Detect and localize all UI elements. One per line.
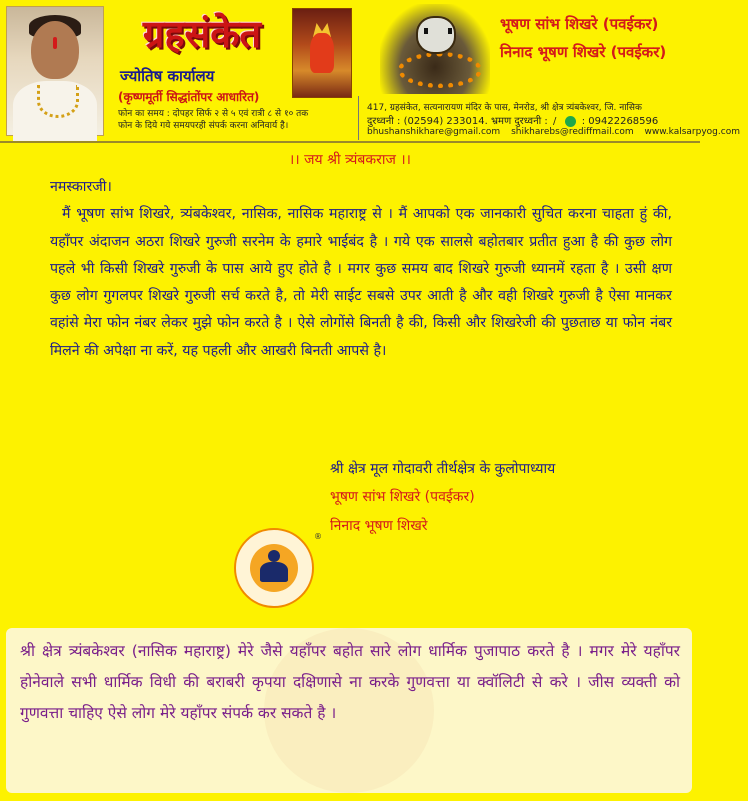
letterhead-header [0, 0, 740, 140]
signature-title: श्री क्षेत्र मूल गोदावरी तीर्थक्षेत्र के कुलोपाध्याय [330, 461, 556, 477]
contact-name-2: निनाद भूषण शिखरे (पवईकर) [500, 43, 667, 61]
signature-name-1: भूषण सांभ शिखरे (पवईकर) [330, 489, 475, 505]
email-link-1[interactable]: bhushanshikhare@gmail.com [367, 127, 501, 137]
mobile-label: भ्रमण दुरध्वनी : [490, 116, 548, 127]
notice-box [6, 628, 692, 793]
mobile-number[interactable]: : 09422268596 [581, 116, 659, 127]
letter-body [50, 174, 672, 365]
header-divider [0, 141, 700, 143]
timing-line-2: फोन के दिये गये समयपरही संपर्क करना अनिवार्य है। [118, 121, 289, 131]
contact-details [358, 96, 740, 140]
email-row [367, 127, 748, 137]
email-link-2[interactable]: shikharebs@rediffmail.com [511, 127, 634, 137]
invocation-heading: ।। जय श्री त्र्यंबकराज ।। [289, 152, 411, 168]
website-link[interactable]: www.kalsarpyog.com [644, 127, 740, 137]
trimbakeshwar-deity-image [380, 4, 490, 94]
phone-number[interactable]: (02594) 233014. [403, 116, 488, 127]
system-subtitle: (कृष्णमूर्ती सिद्धांतोंपर आधारित) [118, 90, 260, 104]
phone-label: दुरध्वनी : [367, 116, 401, 127]
astrologer-photo [6, 6, 104, 136]
timing-line-1: फोन का समय : दोपहर सिर्फ २ से ५ एवं रात्री ८ से १० तक [118, 109, 309, 119]
address-line: 417, ग्रहसंकेत, सत्यनारायण मंदिर के पास, मेनरोड, श्री क्षेत्र त्र्यंबकेश्वर, जि. नासिक [367, 103, 642, 113]
yoga-emblem-logo [234, 528, 322, 608]
phone-row: दुरध्वनी : (02594) 233014. भ्रमण दुरध्वनी : / : 09422268596 [367, 116, 659, 127]
whatsapp-icon [565, 116, 576, 127]
greeting: नमस्कारजी। [50, 179, 112, 195]
office-name: ज्योतिष कार्यालय [120, 67, 215, 85]
contact-name-1: भूषण सांभ शिखरे (पवईकर) [500, 15, 659, 33]
letter-paragraph: मैं भूषण सांभ शिखरे, त्र्यंबकेश्वर, नासिक, नासिक महाराष्ट्र से । मैं आपको एक जानकारी सुचित करना चाहता हुं की, यहाँपर अंदाजन अठरा शिखरे गुरुजी सरनेम के हमारे भाईबंद है । गये एक सालसे बहोतबार प्रतीत हुआ है की कुछ लोग पहले भी किसी शिखरे गुरुजी के पास आये हुए होते है । मगर कुछ समय बाद शिखरे गुरुजी ध्यानमें रहता है । उसी क्षण कुछ लोग गुगलपर शिखरे गुरुजी सर्च करते है, तो मेरी साईट सबसे उपर आती है और वही शिखरे गुरुजी है ऐसा मानकर वहांसे मेरा फोन नंबर लेकर मुझे फोन करते है । ऐसे लोगोंसे बिनती है की, किसी और शिखरेजी की पुछताछ या फोन नंबर मिलने की अपेक्षा ना करें, यह पहली और आखरी बिनती आपसे है। [50, 206, 672, 359]
phone-timing [118, 108, 358, 132]
deity-image-small [292, 8, 352, 98]
brand-logo-title: ग्रहसंकेत [142, 11, 262, 56]
registered-mark: ® [314, 532, 322, 541]
signature-name-2: निनाद भूषण शिखरे [330, 518, 428, 534]
notice-text: श्री क्षेत्र त्र्यंबकेश्वर (नासिक महाराष्ट्र) मेरे जैसे यहाँपर बहोत सारे लोग धार्मिक पुजापाठ करते है । मगर मेरे यहाँपर होनेवाले सभी धार्मिक विधी की बराबरी कृपया दक्षिणासे ना करके गुणवत्ता या क्वॉलिटी से करे । जीस व्यक्ती को गुणवत्ता चाहिए ऐसे लोग मेरे यहाँपर संपर्क कर सकते है । [20, 642, 680, 722]
